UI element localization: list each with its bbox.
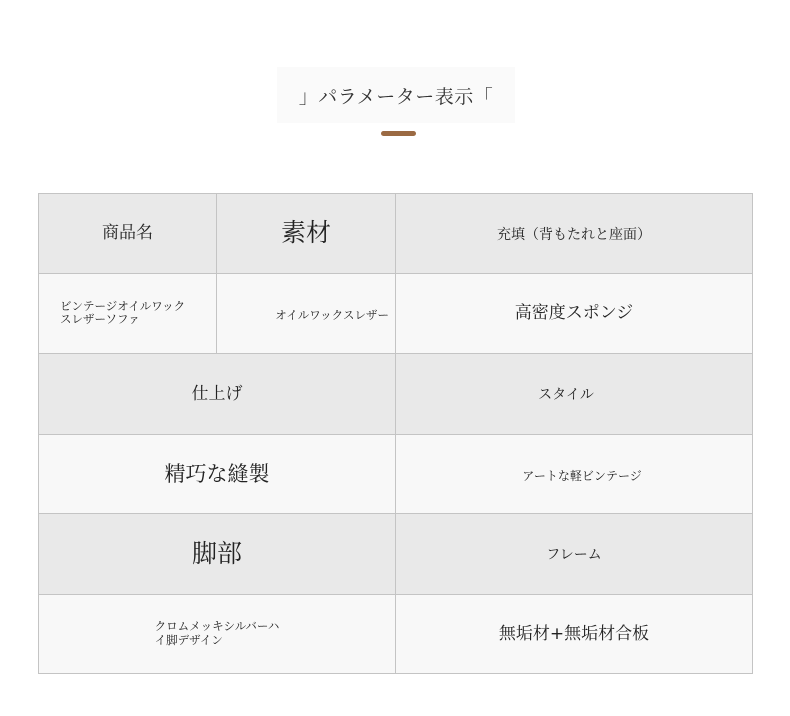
style-label: スタイル xyxy=(538,387,594,404)
material-label: 素材 xyxy=(280,218,331,248)
finish-label: 仕上げ xyxy=(191,383,243,404)
legs-value-cell xyxy=(39,595,396,674)
table-row xyxy=(39,194,753,274)
style-value-cell xyxy=(396,435,753,514)
frame-value-cell xyxy=(396,595,753,674)
title-underline xyxy=(381,131,416,136)
filling-label: 充填（背もたれと座面） xyxy=(497,226,651,243)
finish-value-cell xyxy=(39,435,396,514)
table-row xyxy=(39,514,753,595)
legs-label-cell xyxy=(39,514,396,595)
material-label-cell xyxy=(217,194,396,274)
material-value-cell xyxy=(217,274,396,354)
filling-value-cell xyxy=(396,274,753,354)
product-name-label-cell xyxy=(39,194,217,274)
spec-table xyxy=(38,193,753,674)
style-label-cell xyxy=(396,354,753,435)
table-row xyxy=(39,354,753,435)
frame-value: 無垢材+無垢材合板 xyxy=(498,623,650,644)
filling-value: 高密度スポンジ xyxy=(514,303,634,324)
filling-label-cell xyxy=(396,194,753,274)
page-title: 」パラメーター表示「 xyxy=(298,85,494,108)
material-value: オイルワックスレザー xyxy=(275,308,389,322)
style-value: アートな軽ビンテージ xyxy=(522,468,642,483)
finish-label-cell xyxy=(39,354,396,435)
table-row xyxy=(39,435,753,514)
legs-label: 脚部 xyxy=(191,538,242,568)
finish-value: 精巧な縫製 xyxy=(164,461,270,486)
table-row xyxy=(39,274,753,354)
legs-value: クロムメッキシルバーハ イ脚デザイン xyxy=(154,619,280,647)
frame-label: フレーム xyxy=(546,547,602,564)
frame-label-cell xyxy=(396,514,753,595)
product-name-value: ビンテージオイルワック スレザーソファ xyxy=(60,298,186,327)
product-name-label: 商品名 xyxy=(102,223,153,244)
table-row xyxy=(39,595,753,674)
title-box xyxy=(277,67,515,123)
product-name-value-cell xyxy=(39,274,217,354)
